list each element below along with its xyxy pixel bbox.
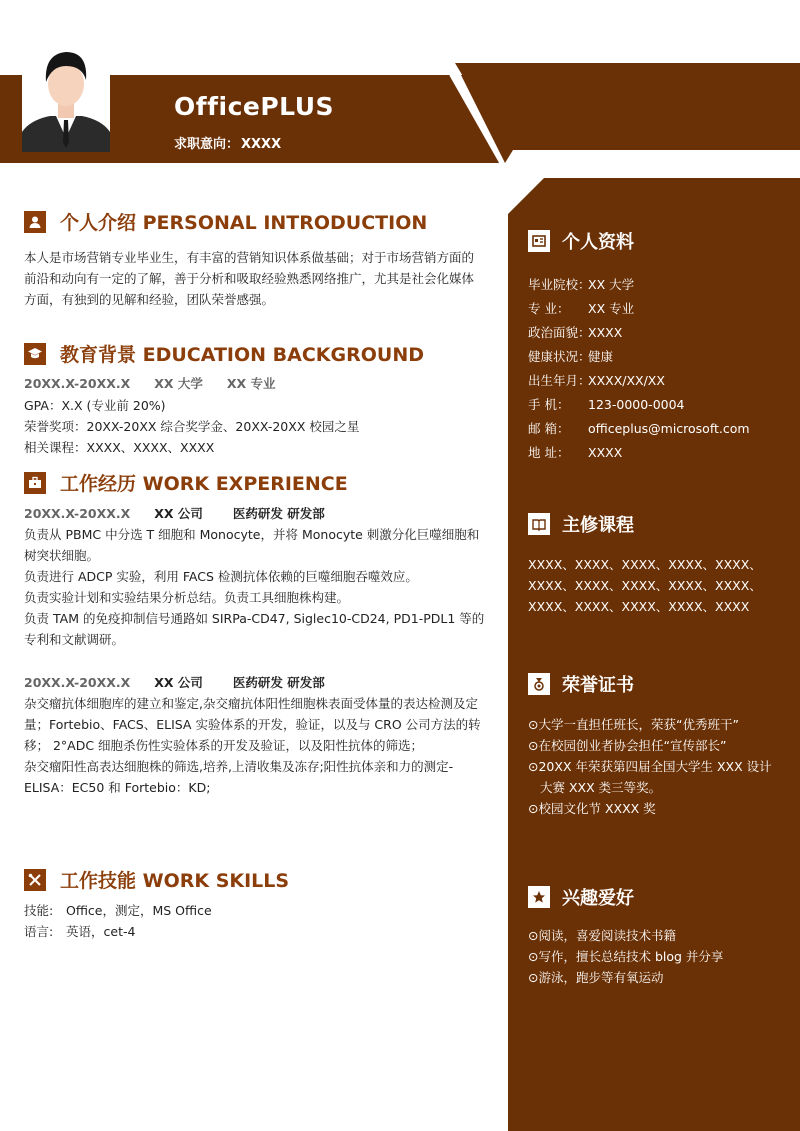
hobby-item: ⊙游泳，跑步等有氧运动 bbox=[528, 970, 664, 985]
courses-section-title bbox=[528, 511, 634, 537]
graduation-cap-icon bbox=[24, 343, 46, 365]
star-icon bbox=[528, 886, 550, 908]
courses-title-text: 主修课程 bbox=[562, 515, 634, 536]
profile-row: 邮 箱： officeplus@microsoft.com bbox=[528, 421, 750, 436]
profile-row: 地 址： XXXX bbox=[528, 445, 623, 460]
job-description bbox=[24, 693, 486, 798]
education-section-title bbox=[24, 340, 424, 367]
profile-title-text: 个人资料 bbox=[562, 232, 634, 253]
briefcase-icon bbox=[24, 472, 46, 494]
intro-title-text: 个人介绍 PERSONAL INTRODUCTION bbox=[60, 212, 428, 234]
skills-title-text: 工作技能 WORK SKILLS bbox=[60, 870, 290, 892]
job-position: 医药研发 研发部 bbox=[232, 675, 325, 690]
header-shape bbox=[0, 75, 800, 163]
honors-list bbox=[528, 714, 784, 819]
hobby-item: ⊙写作，擅长总结技术 blog 并分享 bbox=[528, 949, 724, 964]
person-icon bbox=[24, 211, 46, 233]
honor-item: ⊙在校园创业者协会担任“宣传部长” bbox=[528, 738, 727, 753]
job-intention bbox=[174, 133, 281, 152]
intro-section-title bbox=[24, 208, 427, 235]
skill-row: 语言: 英语，cet-4 bbox=[24, 924, 136, 939]
honors-title-text: 荣誉证书 bbox=[562, 675, 634, 696]
profile-row: 政治面貌：XXXX bbox=[528, 325, 623, 340]
hobbies-title-text: 兴趣爱好 bbox=[562, 888, 634, 909]
header-band bbox=[0, 75, 800, 163]
job-company: XX 公司 bbox=[154, 675, 203, 690]
job-date: 20XX.X-20XX.X bbox=[24, 506, 131, 521]
honor-item: ⊙校园文化节 XXXX 奖 bbox=[528, 801, 656, 816]
courses-list: XXXX、XXXX、XXXX、XXXX、XXXX、XXXX、XXXX、XXXX、XXXX、XXXX、XXXX、XXXX、XXXX、XXXX、XXXX bbox=[528, 557, 762, 614]
avatar bbox=[22, 40, 110, 152]
job-line: 杂交瘤阳性高表达细胞株的筛选,培养,上清收集及冻存;阳性抗体亲和力的测定-ELISA：EC50 和 Fortebio：KD; bbox=[24, 759, 454, 795]
header-top-shape bbox=[440, 62, 800, 78]
candidate-name: OfficePLUS bbox=[174, 92, 335, 121]
id-card-icon bbox=[528, 230, 550, 252]
hobbies-list bbox=[528, 925, 784, 988]
job-header bbox=[24, 504, 325, 522]
job-header bbox=[24, 673, 325, 691]
sidebar bbox=[508, 178, 800, 1131]
education-school: XX 大学 bbox=[154, 376, 203, 391]
profile-row: 毕业院校：XX 大学 bbox=[528, 277, 635, 292]
book-icon bbox=[528, 513, 550, 535]
education-header bbox=[24, 374, 300, 392]
job-position: 医药研发 研发部 bbox=[232, 506, 325, 521]
education-title-text: 教育背景 EDUCATION BACKGROUND bbox=[60, 344, 424, 366]
job-intention-value: XXXX bbox=[241, 137, 282, 152]
education-gpa: GPA：X.X (专业前 20%) bbox=[24, 398, 166, 413]
job-line: 杂交瘤抗体细胞库的建立和鉴定,杂交瘤抗体阳性细胞株表面受体量的表达检测及定量；Fortebio、FACS、ELISA 实验体系的开发，验证，以及与 CRO 公司方法的转移； 2°ADC 细胞杀伤性实验体系的开发及验证，以及阳性抗体的筛选； bbox=[24, 696, 481, 753]
profile-row: 出生年月：XXXX/XX/XX bbox=[528, 373, 665, 388]
education-major: XX 专业 bbox=[226, 376, 276, 391]
avatar-photo bbox=[22, 40, 110, 152]
job-line: 负责进行 ADCP 实验，利用 FACS 检测抗体依赖的巨噬细胞吞噬效应。 bbox=[24, 569, 418, 584]
skill-row: 技能: Office，测定，MS Office bbox=[24, 903, 212, 918]
skills-section-title bbox=[24, 866, 289, 893]
profile-row: 专 业： XX 专业 bbox=[528, 301, 635, 316]
honor-item: ⊙20XX 年荣获第四届全国大学生 XXX 设计大赛 XXX 类三等奖。 bbox=[528, 759, 772, 795]
sidebar-background bbox=[508, 178, 800, 1131]
work-title-text: 工作经历 WORK EXPERIENCE bbox=[60, 473, 348, 495]
intro-text: 本人是市场营销专业毕业生，有丰富的营销知识体系做基础；对于市场营销方面的前沿和动向有一定的了解，善于分析和吸取经验熟悉网络推广，尤其是社会化媒体方面，有独到的见解和经验，团队荣誉感强。 bbox=[24, 250, 475, 307]
education-courses: 相关课程：XXXX、XXXX、XXXX bbox=[24, 440, 215, 455]
job-line: 负责 TAM 的免疫抑制信号通路如 SIRPa-CD47, Siglec10-CD24, PD1-PDL1 等的专利和文献调研。 bbox=[24, 611, 485, 647]
hobby-item: ⊙阅读，喜爱阅读技术书籍 bbox=[528, 928, 676, 943]
job-description bbox=[24, 524, 486, 650]
job-intention-label: 求职意向： bbox=[174, 137, 240, 152]
job-date: 20XX.X-20XX.X bbox=[24, 675, 131, 690]
education-awards: 荣誉奖项：20XX-20XX 综合奖学金、20XX-20XX 校园之星 bbox=[24, 419, 360, 434]
medal-icon bbox=[528, 673, 550, 695]
honors-section-title bbox=[528, 671, 634, 697]
profile-row: 健康状况：健康 bbox=[528, 349, 614, 364]
job-line: 负责从 PBMC 中分选 T 细胞和 Monocyte，并将 Monocyte 刺激分化巨噬细胞和树突状细胞。 bbox=[24, 527, 480, 563]
tools-icon bbox=[24, 869, 46, 891]
honor-item: ⊙大学一直担任班长，荣获“优秀班干” bbox=[528, 717, 739, 732]
profile-row: 手 机： 123-0000-0004 bbox=[528, 397, 685, 412]
profile-section-title bbox=[528, 228, 634, 254]
work-section-title bbox=[24, 469, 348, 496]
education-date: 20XX.X-20XX.X bbox=[24, 376, 131, 391]
hobbies-section-title bbox=[528, 884, 634, 910]
job-company: XX 公司 bbox=[154, 506, 203, 521]
job-line: 负责实验计划和实验结果分析总结。负责工具细胞株构建。 bbox=[24, 590, 350, 605]
